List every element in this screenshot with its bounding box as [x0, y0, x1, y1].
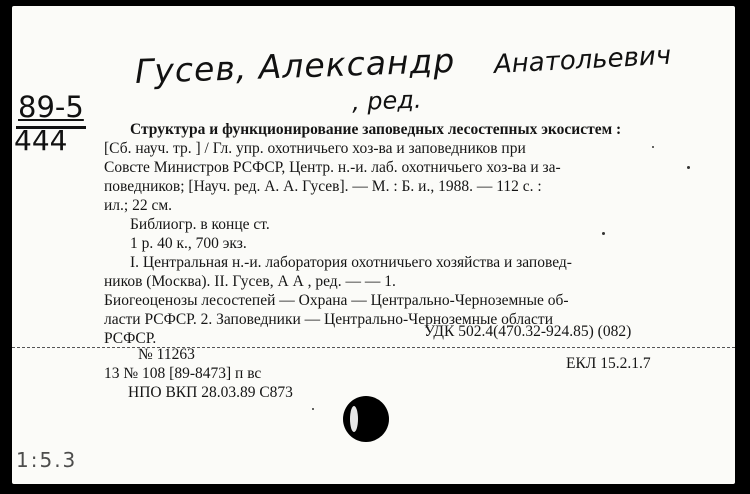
order-line: 13 № 108 [89-8473] п вс — [104, 365, 262, 382]
card-line: РСФСР. — [104, 330, 157, 347]
handwritten-editor-role: , ред. — [351, 85, 422, 116]
card-number: № 11263 — [138, 346, 195, 363]
ink-speck — [687, 166, 690, 169]
npo-line: НПО ВКП 28.03.89 С873 — [128, 384, 293, 401]
ink-speck — [602, 232, 605, 235]
udk-code: УДК 502.4(470.32-924.85) (082) — [424, 323, 632, 340]
shelf-mark-bottom: 444 — [14, 124, 68, 157]
card-line-bibliography: Библиогр. в конце ст. — [130, 216, 270, 233]
card-line: I. Центральная н.-и. лаборатория охотничьего хозяйства и заповед- — [130, 254, 572, 271]
handwritten-patronymic: Анатольевич — [493, 40, 672, 80]
card-line-title: Структура и функционирование заповедных лесостепных экосистем : — [130, 121, 622, 138]
shelf-mark-top: 89-5 — [18, 90, 84, 124]
card-line: ников (Москва). II. Гусев, А А , ред. — — 1. — [104, 273, 396, 290]
card-line: ил.; 22 см. — [104, 197, 173, 214]
card-line: [Сб. науч. тр. ] / Гл. упр. охотничьего хоз-ва и заповедников при — [104, 140, 526, 157]
dashed-divider — [12, 347, 735, 348]
catalog-card — [12, 6, 735, 484]
card-line: Биогеоценозы лесостепей — Охрана — Центрально-Черноземные об- — [104, 292, 569, 309]
punch-hole-highlight — [350, 406, 358, 432]
card-line: поведников; [Науч. ред. А. А. Гусев]. — М. : Б. и., 1988. — 112 с. : — [104, 178, 542, 195]
card-line: ласти РСФСР. 2. Заповедники — Центрально-Черноземные области — [104, 311, 553, 328]
card-line: Совсте Министров РСФСР, Центр. н.-и. лаб. охотничьего хоз-ва и за- — [104, 159, 561, 176]
ink-speck — [312, 408, 314, 410]
ekl-code: ЕКЛ 15.2.1.7 — [566, 355, 651, 372]
handwritten-author-name: Гусев, Александр — [134, 40, 456, 91]
bottom-stamp: 1:5.3 — [16, 448, 78, 472]
card-line-price: 1 р. 40 к., 700 экз. — [130, 235, 247, 252]
ink-speck — [652, 146, 654, 148]
